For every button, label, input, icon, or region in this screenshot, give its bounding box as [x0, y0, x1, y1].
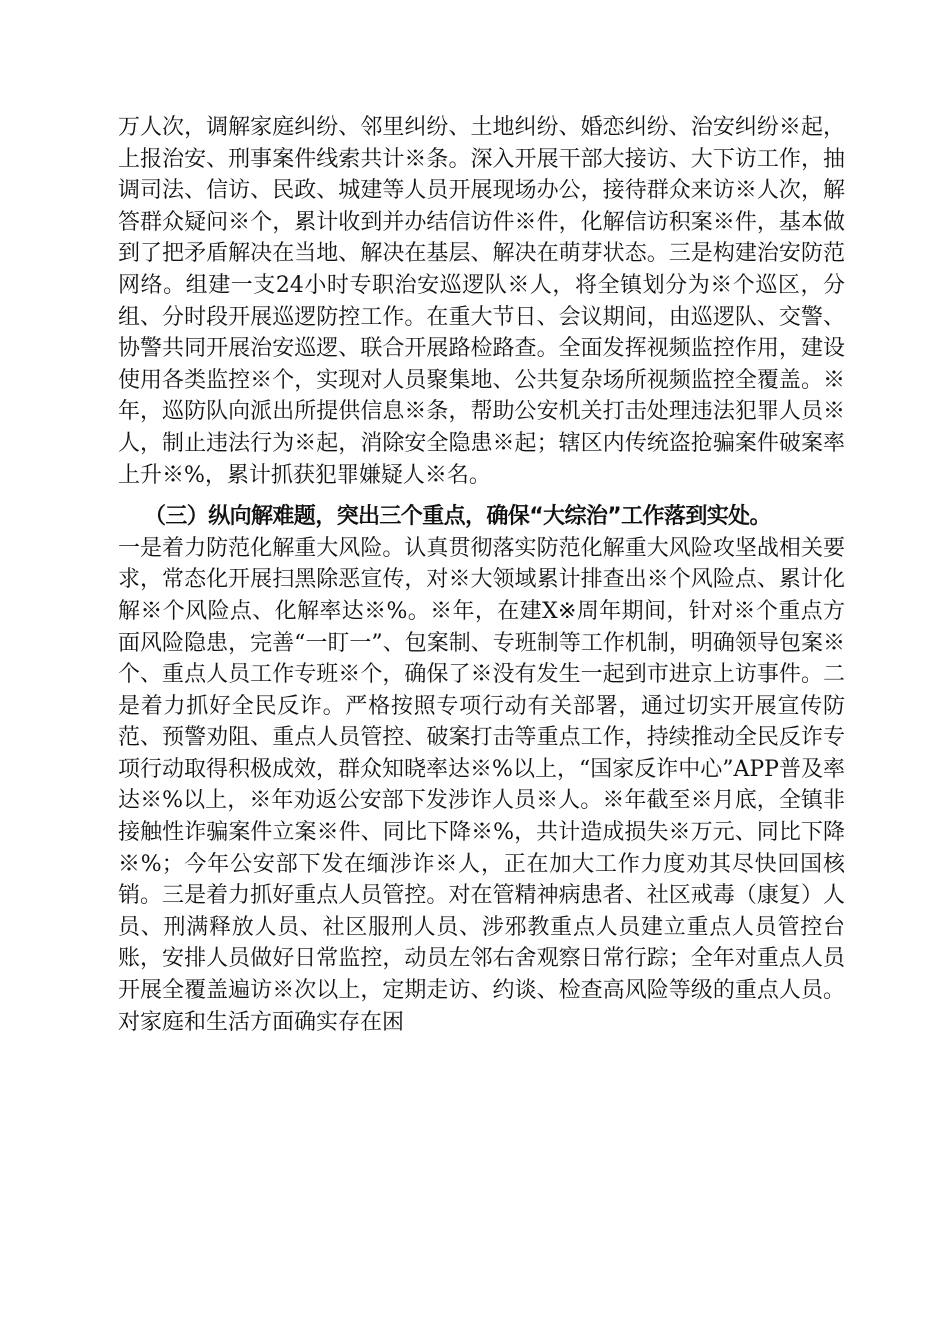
document-page: [118, 112, 845, 1038]
section-heading: （三）纵向解难题，突出三个重点，确保“大综治”工作落到实处。: [144, 504, 771, 530]
body-paragraph: 万人次，调解家庭纠纷、邻里纠纷、土地纠纷、婚恋纠纷、治安纠纷※起，上报治安、刑事案件线索共计※条。深入开展干部大接访、大下访工作，抽调司法、信访、民政、城建等人员开展现场办公，接待群众来访※人次，解答群众疑问※个，累计收到并办结信访件※件，化解信访积案※件，基本做到了把矛盾解决在当地、解决在基层、解决在萌芽状态。三是构建治安防范网络。组建一支24小时专职治安巡逻队※人，将全镇划分为※个巡区，分组、分时段开展巡逻防控工作。在重大节日、会议期间，由巡逻队、交警、协警共同开展治安巡逻、联合开展路检路查。全面发挥视频监控作用，建设使用各类监控※个，实现对人员聚集地、公共复杂场所视频监控全覆盖。※年，巡防队向派出所提供信息※条，帮助公安机关打击处理违法犯罪人员※人，制止违法行为※起，消除安全隐患※起；辖区内传统盗抢骗案件破案率上升※%，累计抓获犯罪嫌疑人※名。: [118, 115, 845, 488]
body-paragraph: 一是着力防范化解重大风险。认真贯彻落实防范化解重大风险攻坚战相关要求，常态化开展扫黑除恶宣传，对※大领域累计排查出※个风险点、累计化解※个风险点、化解率达※%。※年，在建X※周年期间，针对※个重点方面风险隐患，完善“一盯一”、包案制、专班制等工作机制，明确领导包案※个、重点人员工作专班※个，确保了※没有发生一起到市进京上访事件。二是着力抓好全民反诈。严格按照专项行动有关部署，通过切实开展宣传防范、预警劝阻、重点人员管控、破案打击等重点工作，持续推动全民反诈专项行动取得积极成效，群众知晓率达※%以上，“国家反诈中心”APP普及率达※%以上，※年劝返公安部下发涉诈人员※人。※年截至※月底，全镇非接触性诈骗案件立案※件、同比下降※%，共计造成损失※万元、同比下降※%；今年公安部下发在缅涉诈※人，正在加大工作力度劝其尽快回国核销。三是着力抓好重点人员管控。对在管精神病患者、社区戒毒（康复）人员、刑满释放人员、社区服刑人员、涉邪教重点人员建立重点人员管控台账，安排人员做好日常监控，动员左邻右舍观察日常行踪；全年对重点人员开展全覆盖遍访※次以上，定期走访、约谈、检查高风险等级的重点人员。对家庭和生活方面确实存在困: [118, 535, 845, 1035]
